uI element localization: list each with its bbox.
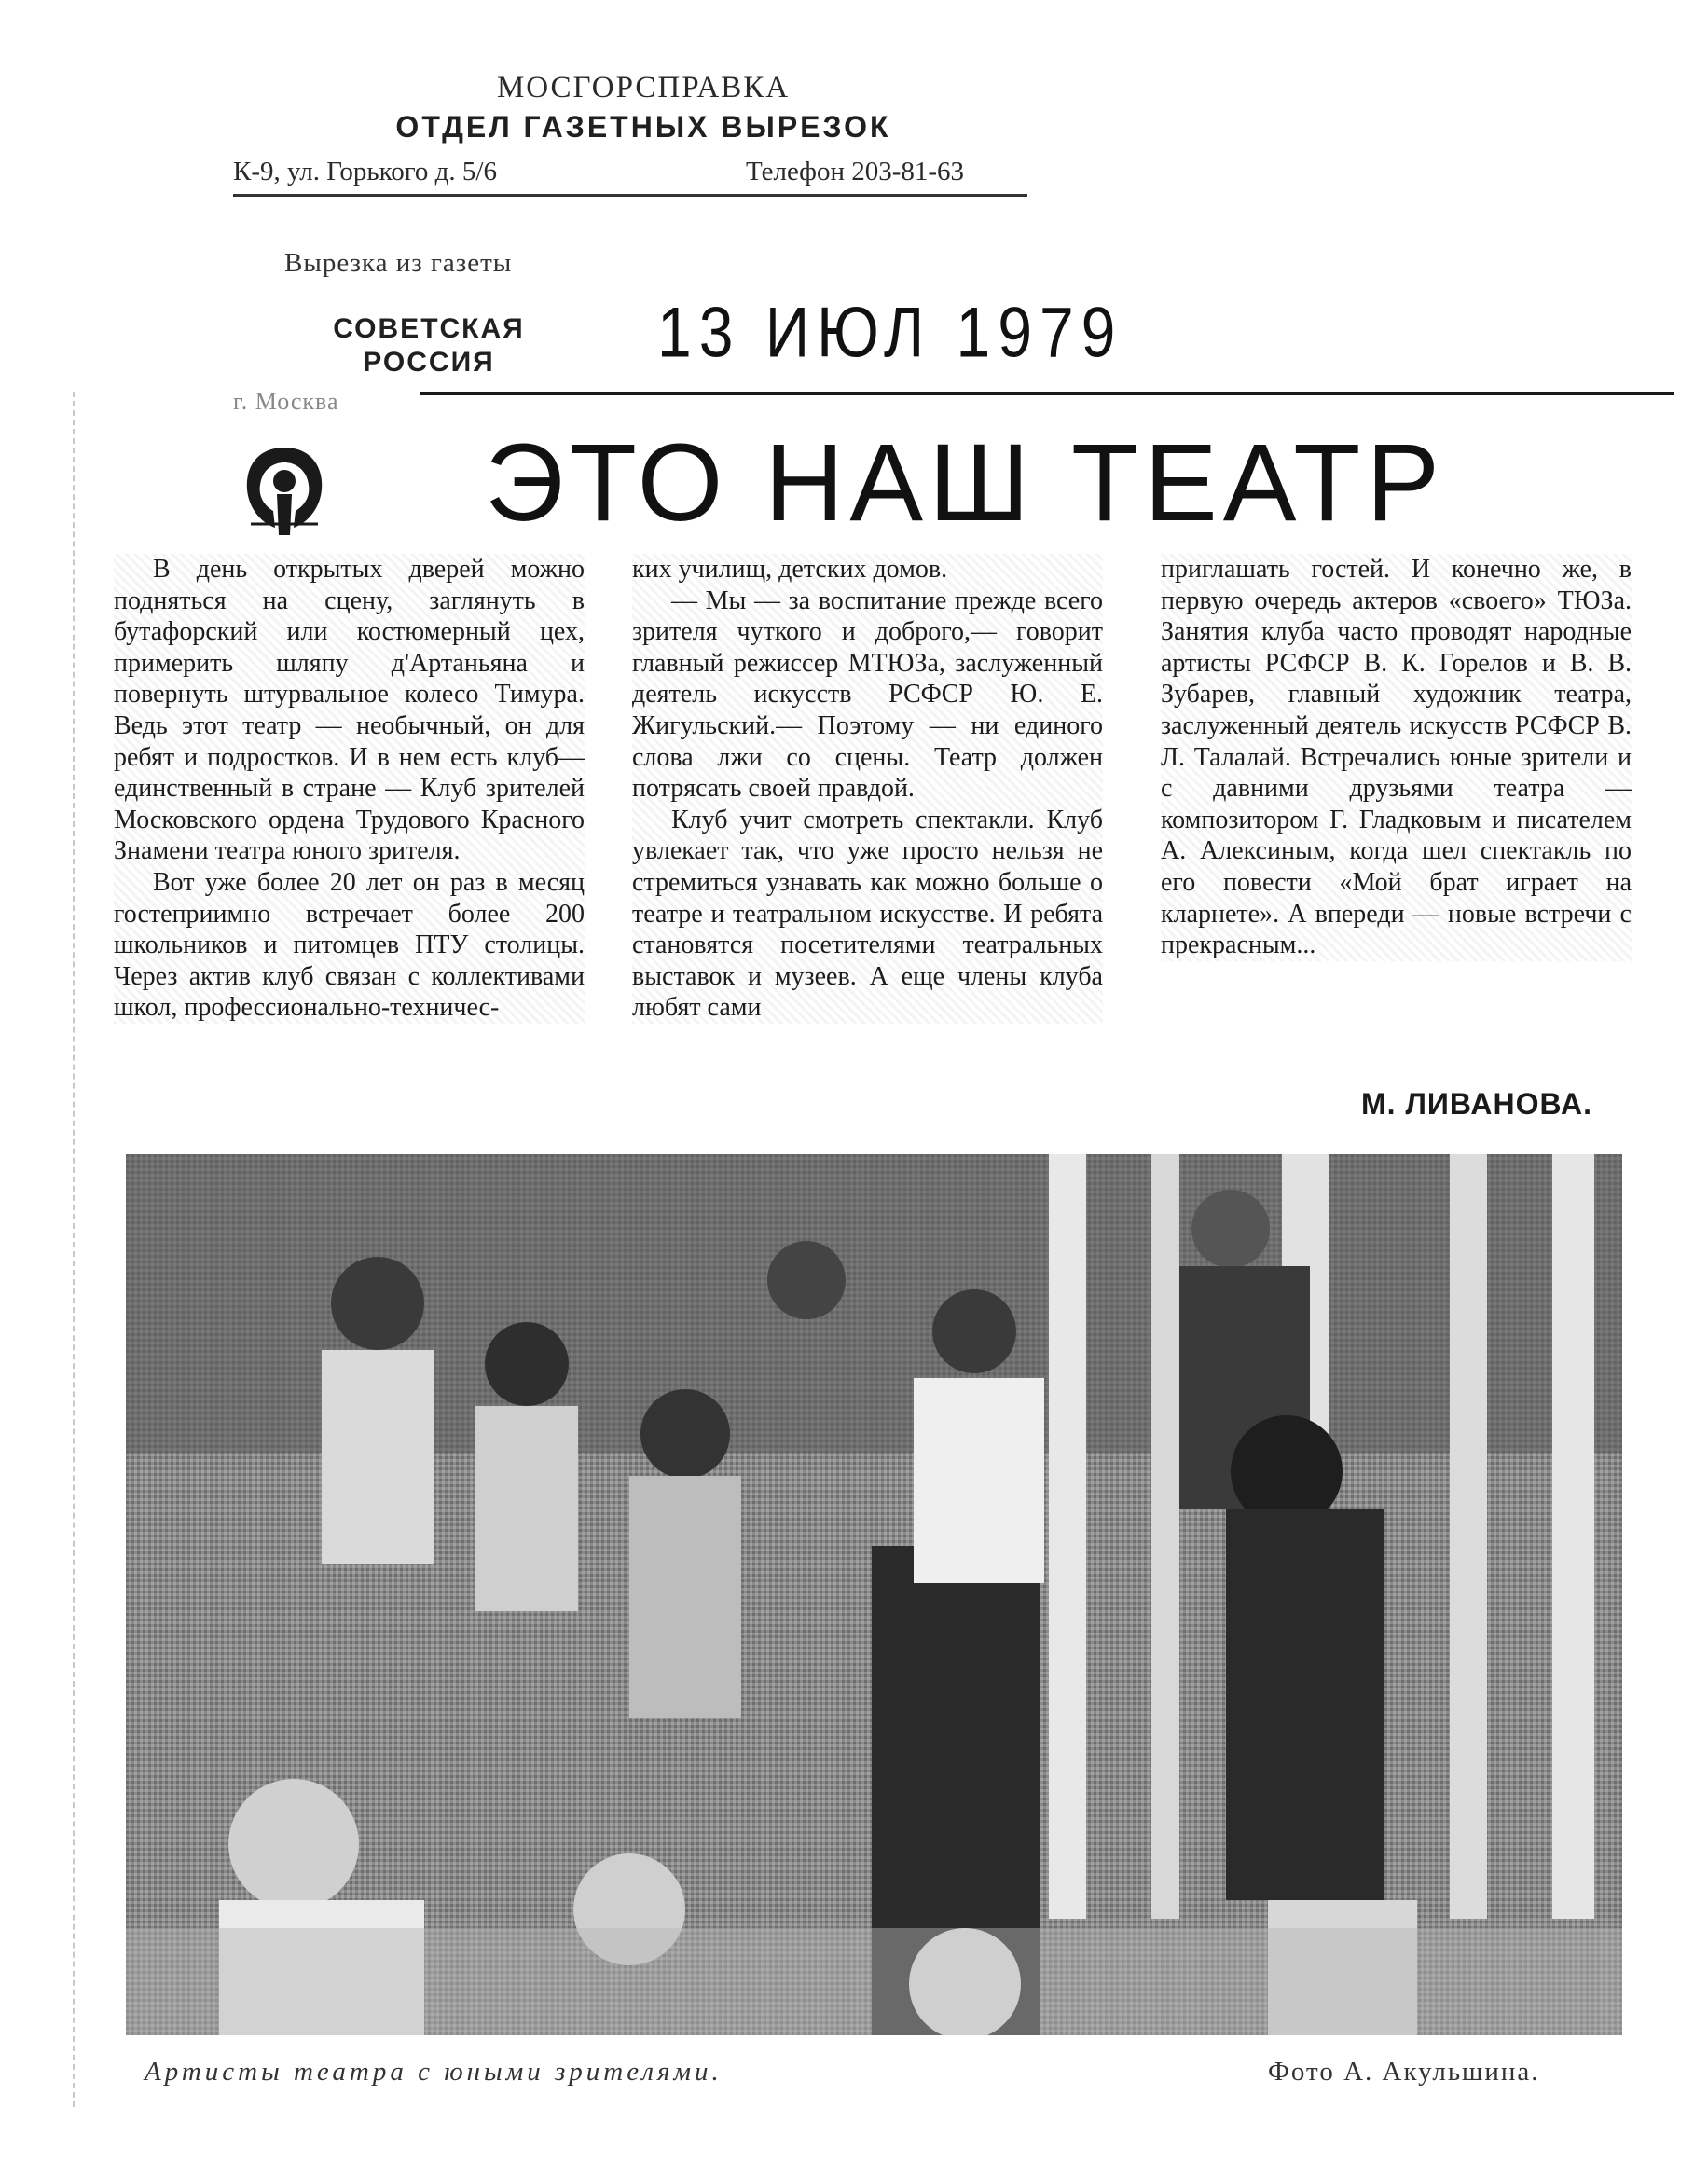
newspaper-name-line2: РОССИЯ	[363, 347, 495, 378]
photo-caption: Артисты театра с юными зрителями.	[145, 2057, 723, 2087]
paragraph: — Мы — за воспитание прежде всего зрителя чуткого и доброго,— говорит главный режиссер МТЮЗа, заслуженный деятель искусств РСФСР Ю. Е. Жигульский.— Поэтому — ни единого слова лжи со сцены. Театр должен потрясать своей правдой.	[632, 586, 1103, 804]
paragraph: Вот уже более 20 лет он раз в месяц гостеприимно встречает более 200 школьников и питомцев ПТУ столицы. Через актив клуб связан с коллективами школ, профессионально-техничес-	[114, 867, 585, 1023]
article-column-2	[632, 554, 1103, 1024]
header-divider	[233, 194, 1027, 197]
agency-address: К-9, ул. Горького д. 5/6	[233, 157, 497, 186]
date-stamp: 13 ИЮЛ 1979	[657, 292, 1123, 372]
agency-name: МОСГОРСПРАВКА	[496, 71, 791, 104]
byline: М. ЛИВАНОВА.	[1361, 1087, 1593, 1121]
newspaper-name-line1: СОВЕТСКАЯ	[333, 313, 525, 344]
agency-department: ОТДЕЛ ГАЗЕТНЫХ ВЫРЕЗОК	[395, 110, 891, 144]
agency-phone: Телефон 203-81-63	[746, 157, 965, 186]
photo-credit: Фото А. Акульшина.	[1268, 2057, 1540, 2087]
newspaper-name	[317, 312, 541, 379]
article-column-3	[1161, 554, 1632, 961]
city-label: г. Москва	[233, 388, 339, 415]
headline: ЭТО НАШ ТЕАТР	[485, 421, 1446, 544]
paragraph: ких училищ, детских домов.	[632, 555, 948, 584]
headline-rule	[420, 392, 1674, 395]
clipping-label: Вырезка из газеты	[284, 248, 513, 278]
paragraph: В день открытых дверей можно подняться на сцену, заглянуть в бутафорский или костюмерный цех, примерить шляпу д'Артаньяна и повернуть штурвальное колесо Тимура. Ведь этот театр — необычный, он для ребят и подростков. И в нем есть клуб—единственный в стране — Клуб зрителей Московского ордена Трудового Красного Знамени театра юного зрителя.	[114, 555, 585, 866]
paragraph: приглашать гостей. И конечно же, в первую очередь актеров «своего» ТЮЗа. Занятия клуба часто проводят народные артисты РСФСР В. К. Горелов и В. В. Зубарев, главный художник театра, заслуженный деятель искусств РСФСР В. Л. Талалай. Встречались юные зрители и с давними друзьями театра —композитором Г. Гладковым и писателем А. Алексиным, когда шел спектакль по его повести «Мой брат играет на кларнете». А впереди — новые встречи с прекрасным...	[1161, 555, 1632, 960]
paragraph: Клуб учит смотреть спектакли. Клуб увлекает так, что уже просто нельзя не стремиться узнавать как можно больше о театре и театральном искусстве. И ребята становятся посетителями театральных выставок и музеев. А еще члены клуба любят сами	[632, 805, 1103, 1023]
article-column-1	[114, 554, 585, 1024]
article-photo	[126, 1154, 1622, 2035]
year-of-the-child-emblem-icon	[238, 438, 331, 541]
